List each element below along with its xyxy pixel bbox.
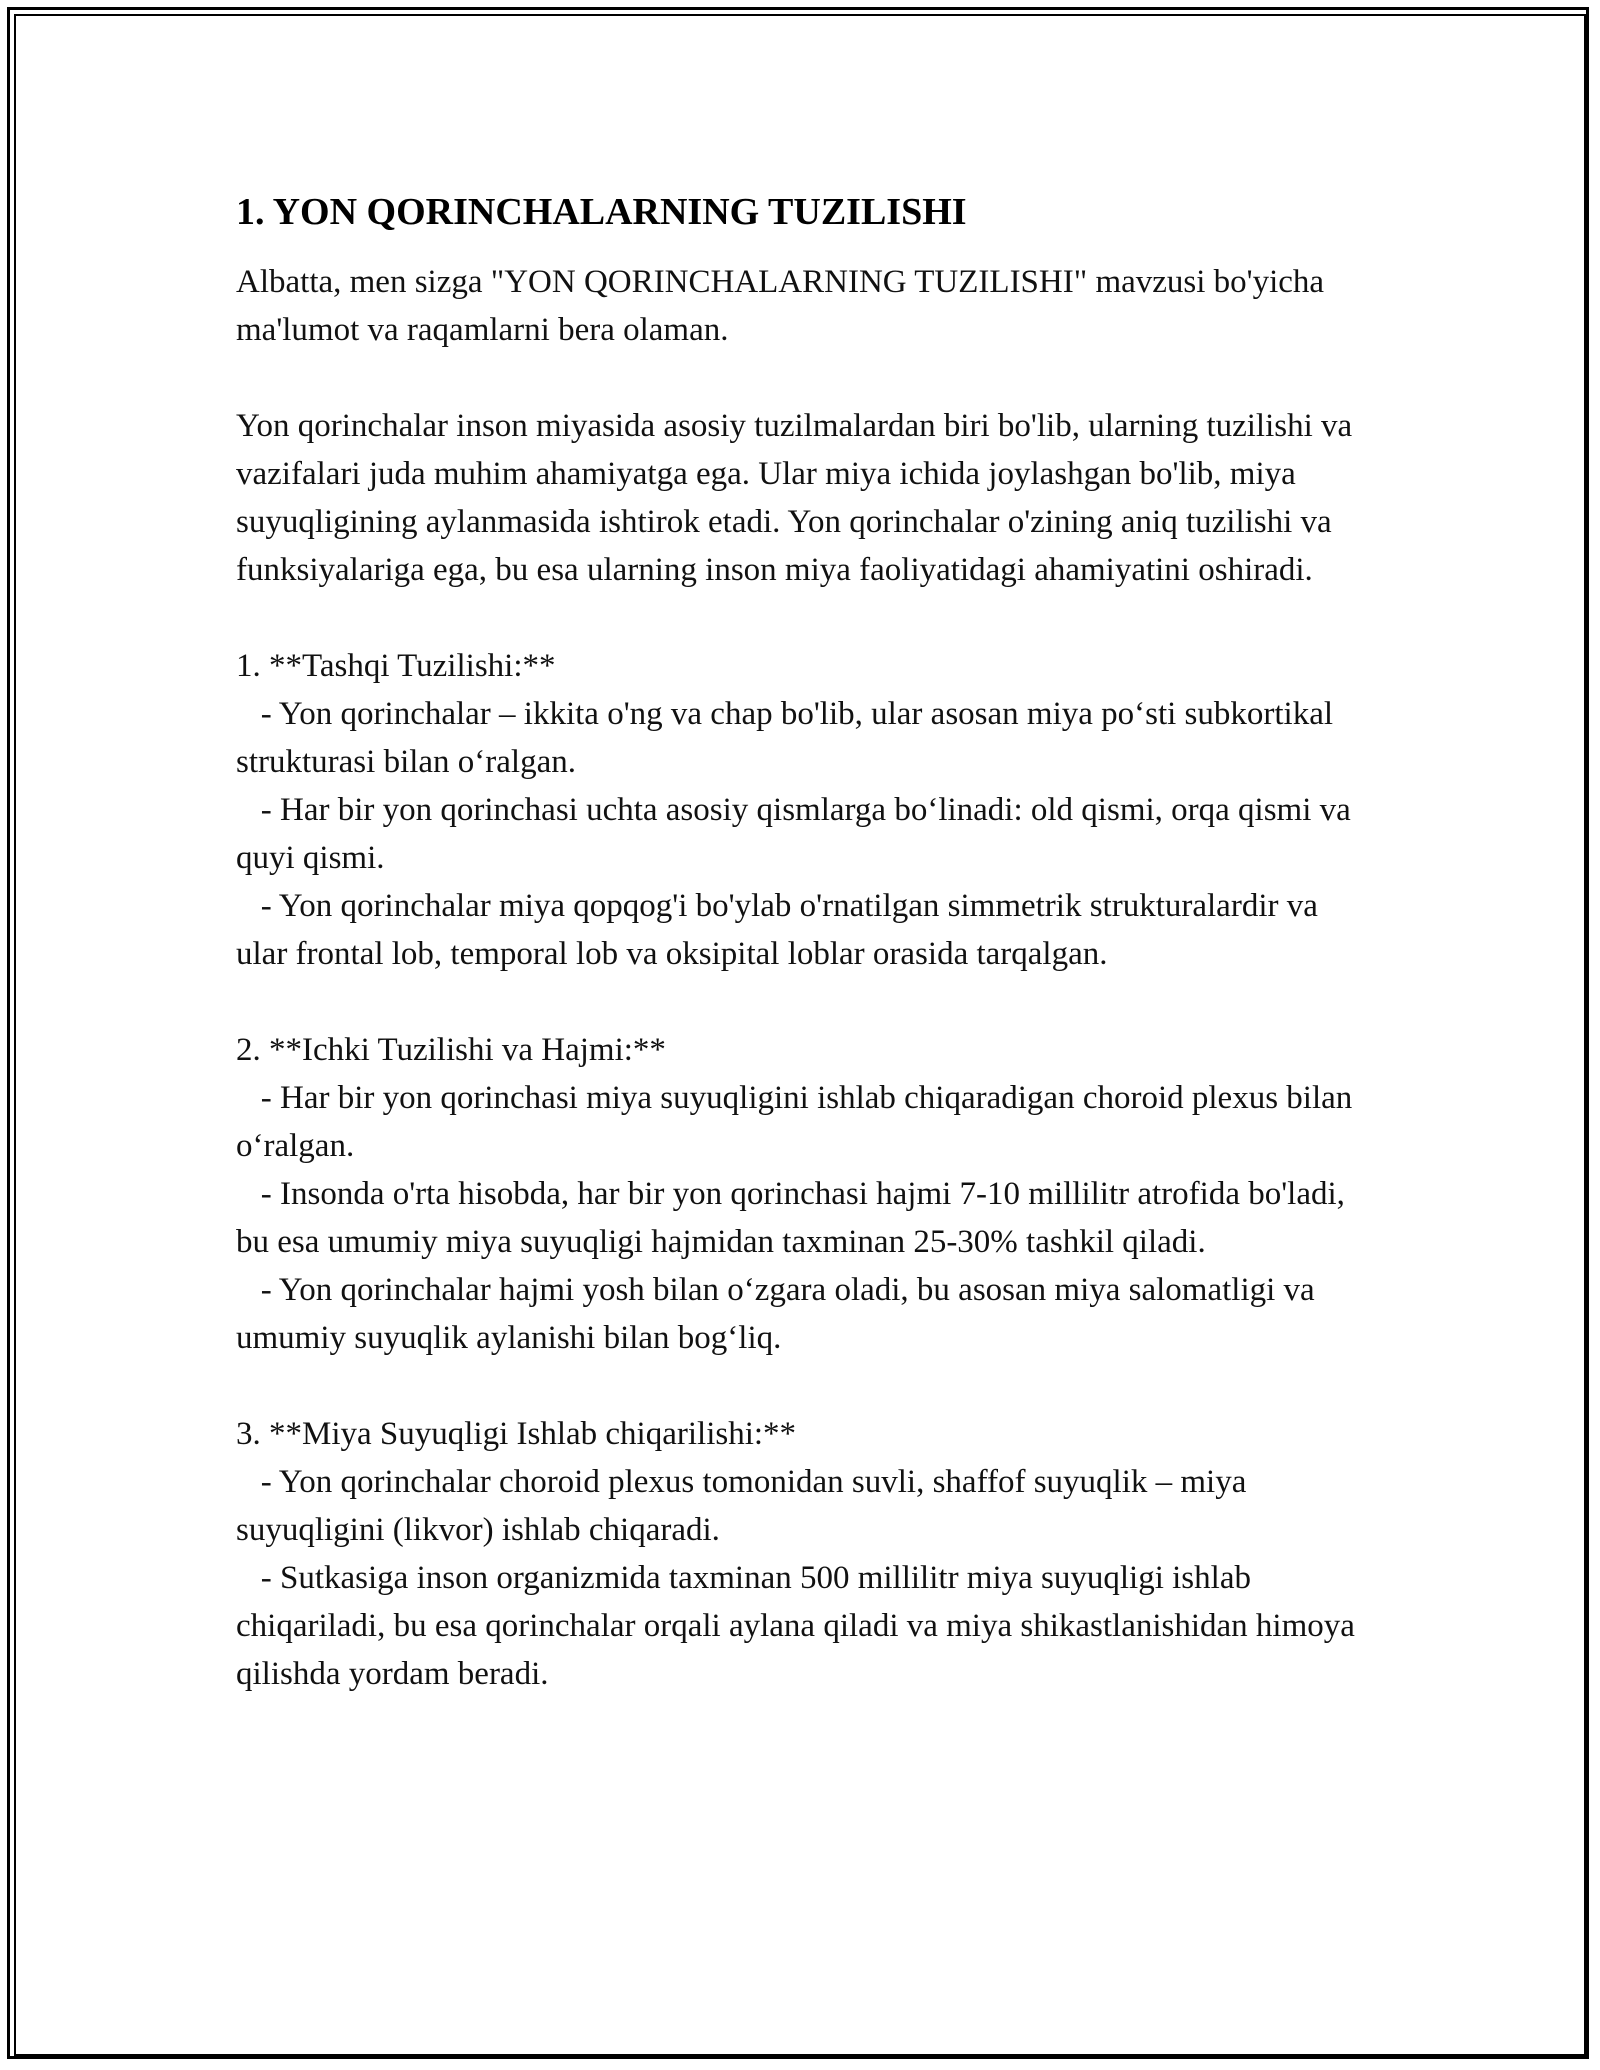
section-external-structure bbox=[236, 642, 1376, 978]
bullet-item: - Yon qorinchalar hajmi yosh bilan o‘zgara oladi, bu asosan miya salomatligi va umumiy suyuqlik aylanishi bilan bog‘liq. bbox=[236, 1272, 1323, 1356]
section-title: 1. **Tashqi Tuzilishi:** bbox=[236, 648, 556, 684]
bullet-item: - Yon qorinchalar miya qopqog'i bo'ylab o'rnatilgan simmetrik strukturalardir va ular frontal lob, temporal lob va oksipital loblar orasida tarqalgan. bbox=[236, 888, 1327, 972]
bullet-item: - Yon qorinchalar – ikkita o'ng va chap bo'lib, ular asosan miya po‘sti subkortikal strukturasi bilan o‘ralgan. bbox=[236, 696, 1342, 780]
section-csf-production bbox=[236, 1410, 1376, 1698]
bullet-item: - Sutkasiga inson organizmida taxminan 500 millilitr miya suyuqligi ishlab chiqariladi, bu esa qorinchalar orqali aylana qiladi va miya shikastlanishidan himoya qilishda yordam beradi. bbox=[236, 1560, 1364, 1692]
document-heading: 1. YON QORINCHALARNING TUZILISHI bbox=[236, 191, 967, 233]
section-title: 3. **Miya Suyuqligi Ishlab chiqarilishi:** bbox=[236, 1416, 797, 1452]
section-internal-structure bbox=[236, 1026, 1376, 1362]
bullet-item: - Har bir yon qorinchasi uchta asosiy qismlarga bo‘linadi: old qismi, orqa qismi va quyi qismi. bbox=[236, 792, 1360, 876]
bullet-item: - Yon qorinchalar choroid plexus tomonidan suvli, shaffof suyuqlik – miya suyuqligini (likvor) ishlab chiqaradi. bbox=[236, 1464, 1255, 1548]
bullet-item: - Insonda o'rta hisobda, har bir yon qorinchasi hajmi 7-10 millilitr atrofida bo'ladi, bu esa umumiy miya suyuqligi hajmidan taxminan 25-30% tashkil qiladi. bbox=[236, 1176, 1354, 1260]
section-title: 2. **Ichki Tuzilishi va Hajmi:** bbox=[236, 1032, 666, 1068]
overview-paragraph: Yon qorinchalar inson miyasida asosiy tuzilmalardan biri bo'lib, ularning tuzilishi va vazifalari juda muhim ahamiyatga ega. Ular miya ichida joylashgan bo'lib, miya suyuqligining aylanmasida ishtirok etadi. Yon qorinchalar o'zining aniq tuzilishi va funksiyalariga ega, bu esa ularning inson miya faoliyatidagi ahamiyatini oshiradi. bbox=[236, 408, 1353, 588]
intro-paragraph: Albatta, men sizga "YON QORINCHALARNING TUZILISHI" mavzusi bo'yicha ma'lumot va raqamlarni bera olaman. bbox=[236, 264, 1325, 348]
document-body bbox=[236, 188, 1376, 1746]
bullet-item: - Har bir yon qorinchasi miya suyuqligini ishlab chiqaradigan choroid plexus bilan o‘ralgan. bbox=[236, 1080, 1361, 1164]
